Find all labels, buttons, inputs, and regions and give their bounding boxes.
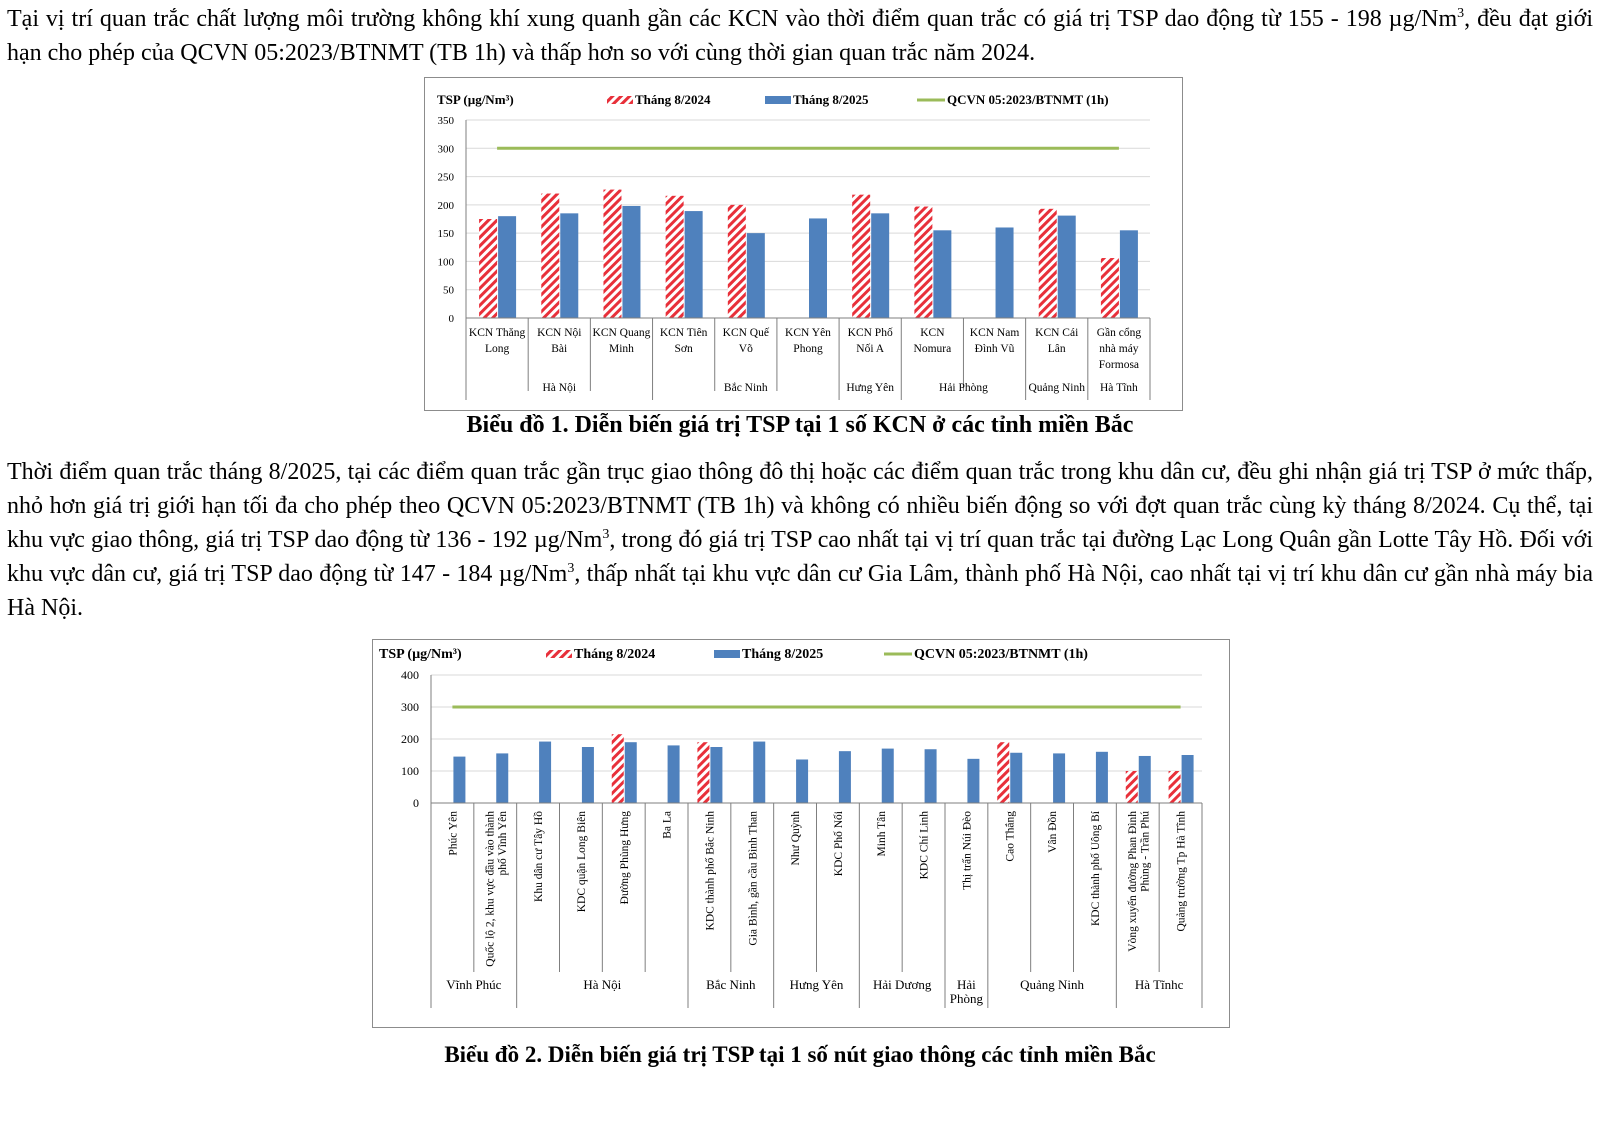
x-category-label-line: Nối A [856, 343, 885, 355]
x-category-label [914, 327, 952, 355]
x-category-label-line: KCN Tiên [659, 327, 708, 339]
chart-tsp-traffic [372, 639, 1230, 1028]
x-category-label-line: Ba La [661, 811, 674, 839]
bar-aug-2025 [871, 213, 889, 318]
y-axis-title: TSP (µg/Nm³) [437, 92, 514, 107]
x-category-label-line: Sơn [674, 343, 693, 355]
bar-aug-2025 [539, 742, 551, 803]
x-group-label: Bắc Ninh [706, 977, 756, 992]
x-category-label-line: KCN Nam [969, 327, 1020, 339]
x-group-label: Bắc Ninh [723, 382, 768, 394]
y-tick-label: 50 [443, 284, 454, 297]
x-category-label-line: KCN Nội [537, 327, 582, 339]
bar-aug-2024 [603, 190, 621, 318]
paragraph-text: , đều đạt giới hạn cho phép của QCVN 05:2023/BTNMT (TB 1h) và thấp hơn so với cùng thời gian quan trắc năm 2024. [7, 6, 1593, 66]
paragraph-text: , trong đó giá trị TSP cao nhất tại vị trí quan trắc tại đường Lạc Long Quân gần Lotte Tây Hồ. Đối với khu vực dân cư, giá trị TSP dao động từ 147 - 184 µg/Nm [7, 527, 1593, 587]
x-category-label-line: Đường Phùng Hưng [618, 811, 631, 905]
paragraph-text: , thấp nhất tại khu vực dân cư Gia Lâm, thành phố Hà Nội, cao nhất tại vị trí khu dân cư gần nhà máy bia Hà Nội. [7, 561, 1594, 621]
x-category-label-line: KDC Phố Nối [832, 811, 845, 877]
bar-aug-2025 [753, 742, 765, 803]
bar-aug-2025 [453, 757, 465, 803]
bar-aug-2025 [1058, 216, 1076, 318]
bar-aug-2024 [997, 742, 1009, 803]
legend-label: QCVN 05:2023/BTNMT (1h) [914, 647, 1088, 662]
x-category-label [447, 811, 459, 856]
chart-1-caption: Biểu đồ 1. Diễn biến giá trị TSP tại 1 số KCN ở các tỉnh miền Bắc [466, 412, 1134, 438]
bar-aug-2024 [666, 196, 684, 318]
x-category-label-line: Vân Đồn [1047, 811, 1060, 853]
bar-aug-2024 [697, 742, 709, 803]
legend-label: Tháng 8/2024 [574, 647, 656, 662]
bar-aug-2025 [809, 218, 827, 318]
bar-aug-2025 [710, 747, 722, 803]
bar-aug-2024 [1039, 209, 1057, 318]
legend-label: Tháng 8/2025 [793, 92, 869, 107]
x-category-label-line: Phúc Yên [447, 811, 460, 856]
x-category-label-line: Phùng - Trần Phú [1139, 811, 1152, 892]
x-group-label: Quảng Ninh [1028, 382, 1086, 394]
x-group-label: Hà Nội [542, 382, 577, 394]
x-category-label-line: KCN [920, 327, 945, 339]
x-category-label-line: Khu dân cư Tây Hồ [533, 811, 546, 902]
x-category-label [960, 811, 973, 890]
x-category-label [1176, 811, 1188, 932]
bar-aug-2025 [967, 759, 979, 803]
x-category-label-line: Đình Vũ [974, 343, 1015, 355]
y-tick-label: 400 [401, 668, 419, 682]
x-category-label [593, 327, 651, 355]
bar-aug-2025 [796, 759, 808, 803]
bar-aug-2024 [852, 195, 870, 318]
legend-label: Tháng 8/2025 [742, 647, 824, 662]
x-group-label-line: Phòng [949, 991, 984, 1006]
y-tick-label: 100 [401, 764, 419, 778]
x-category-label-line: Quốc lộ 2, khu vực đầu vào thành [484, 811, 497, 967]
bar-aug-2024 [728, 205, 746, 318]
x-category-label-line: KCN Quang [592, 327, 651, 339]
x-category-label-line: Võ [738, 343, 753, 355]
x-category-label [746, 811, 759, 946]
x-group-label: Hà Nội [583, 977, 622, 992]
bar-aug-2024 [541, 194, 559, 318]
x-category-label-line: KCN Yên [785, 327, 831, 339]
bar-aug-2025 [625, 742, 637, 803]
bar-aug-2025 [1053, 753, 1065, 803]
x-category-label [1097, 326, 1142, 371]
x-category-label-line: Phong [793, 343, 823, 355]
x-category-label [1003, 811, 1016, 862]
x-category-label-line: Bài [551, 343, 568, 355]
chart-svg [425, 78, 1182, 410]
bar-aug-2025 [882, 749, 894, 803]
y-tick-label: 250 [437, 171, 454, 184]
x-category-label-line: Lân [1047, 343, 1066, 355]
paragraph-text: Tại vị trí quan trắc chất lượng môi trường không khí xung quanh gần các KCN vào thời điểm quan trắc có giá trị TSP dao động từ 155 - 198 µg/Nm [7, 6, 1458, 32]
paragraph-text: Thời điểm quan trắc tháng 8/2025, tại các điểm quan trắc gần trục giao thông đô thị hoặc các điểm quan trắc trong khu dân cư, đều ghi nhận giá trị TSP ở mức thấp, nhỏ hơn giá trị giới hạn tối đa cho phép theo QCVN 05:2023/BTNMT (TB 1h) và không có nhiều biến động so với đợt quan trắc cùng kỳ tháng 8/2024. Cụ thể, tại khu vực giao thông, giá trị TSP dao động từ 136 - 192 µg/Nm [7, 459, 1593, 553]
bar-aug-2025 [498, 216, 516, 318]
x-category-label-line: Quảng trường Tp Hà Tĩnh [1175, 811, 1188, 932]
x-category-label [876, 811, 888, 857]
x-group-label-line: Hải [957, 977, 976, 992]
bar-aug-2025 [1120, 230, 1138, 318]
bar-aug-2024 [1126, 771, 1138, 803]
x-category-label [660, 327, 708, 355]
bar-aug-2025 [1096, 752, 1108, 803]
x-category-label [1046, 811, 1059, 853]
bar-aug-2024 [1169, 771, 1181, 803]
x-category-label-line: Thị trấn Núi Đèo [961, 811, 974, 890]
y-tick-label: 0 [448, 313, 454, 325]
x-category-label-line: Gần cổng [1096, 327, 1142, 339]
paragraph-kcn-summary [7, 2, 1593, 70]
x-category-label-line: Long [484, 343, 510, 355]
x-category-label [723, 326, 770, 355]
superscript: 3 [602, 527, 610, 542]
x-category-label-line: Gia Bình, gần cầu Bình Than [747, 811, 760, 946]
superscript: 3 [1457, 6, 1465, 21]
bar-aug-2025 [582, 747, 594, 803]
x-category-label-line: KDC Chí Linh [918, 811, 931, 880]
y-axis-title: TSP (µg/Nm³) [379, 647, 462, 662]
x-group-label: Quảng Ninh [1020, 977, 1085, 992]
x-category-label [970, 327, 1020, 355]
x-group-label: Hưng Yên [846, 382, 895, 394]
chart-svg [373, 640, 1229, 1027]
x-category-label [537, 327, 581, 355]
x-category-label [848, 326, 893, 355]
x-group-label: Hải Dương [872, 977, 932, 992]
x-category-label-line: KDC quận Long Biên [575, 811, 588, 913]
y-tick-label: 150 [437, 228, 454, 241]
y-tick-label: 0 [413, 796, 419, 810]
legend-label: Tháng 8/2024 [635, 92, 711, 107]
x-category-label [703, 811, 716, 931]
x-category-label-line: nhà máy [1099, 343, 1139, 355]
legend-swatch-aug-2025 [765, 96, 791, 104]
x-group-label: Hải Phòng [939, 382, 988, 394]
legend-label: QCVN 05:2023/BTNMT (1h) [947, 92, 1109, 107]
bar-aug-2025 [560, 213, 578, 318]
x-category-label-line: KCN Thăng [468, 327, 526, 339]
bar-aug-2025 [668, 745, 680, 803]
x-group-label: Hưng Yên [789, 977, 844, 992]
bar-aug-2025 [1139, 756, 1151, 803]
x-category-label [532, 811, 545, 902]
x-category-label-line: KCN Cái [1035, 327, 1079, 339]
x-category-label-line: KDC thành phố Uông Bí [1089, 811, 1102, 926]
legend-swatch-aug-2024 [546, 650, 572, 658]
bar-aug-2024 [612, 734, 624, 803]
x-category-label [1035, 327, 1078, 355]
x-category-label-line: KCN Quế [722, 327, 769, 339]
x-category-label [576, 811, 588, 913]
x-category-label-line: Minh Tân [875, 811, 888, 857]
x-category-label-line: KDC thành phố Bắc Ninh [704, 811, 717, 931]
x-category-label [785, 327, 831, 355]
x-category-label-line: phố Vĩnh Yên [496, 811, 509, 876]
y-tick-label: 350 [437, 115, 454, 127]
x-category-label [1089, 810, 1102, 926]
x-group-label: Hà Tĩnh [1100, 382, 1138, 394]
legend-swatch-aug-2024 [607, 96, 633, 104]
bar-aug-2025 [496, 753, 508, 803]
x-category-label-line: Vòng xuyến đường Phan Đình [1126, 811, 1139, 952]
x-category-label [1126, 811, 1152, 952]
x-group-label [950, 977, 984, 1006]
bar-aug-2025 [622, 206, 640, 318]
x-category-label [469, 327, 526, 355]
bar-aug-2025 [996, 227, 1014, 318]
x-category-label-line: Như Quỳnh [790, 811, 803, 866]
x-category-label-line: Minh [608, 343, 634, 355]
bar-aug-2025 [685, 211, 703, 318]
chart-tsp-kcn [424, 77, 1183, 411]
y-tick-label: 200 [401, 732, 419, 746]
x-group-label: Hà Tĩnhc [1134, 977, 1184, 992]
x-category-label-line: Nomura [913, 343, 952, 355]
legend-swatch-aug-2025 [714, 650, 740, 658]
x-group-label: Vĩnh Phúc [446, 977, 502, 992]
bar-aug-2025 [839, 751, 851, 803]
y-tick-label: 300 [401, 700, 419, 714]
bar-aug-2025 [1182, 755, 1194, 803]
bar-aug-2024 [479, 219, 497, 318]
bar-aug-2025 [1010, 753, 1022, 803]
x-category-label-line: Formosa [1098, 359, 1140, 371]
x-category-label [919, 811, 931, 880]
bar-aug-2025 [925, 749, 937, 803]
x-category-label-line: Cao Thắng [1004, 811, 1017, 862]
x-category-label [790, 811, 802, 866]
bar-aug-2024 [1101, 258, 1119, 318]
bar-aug-2024 [914, 207, 932, 318]
x-category-label [832, 811, 845, 876]
x-category-label-line: KCN Phố [847, 327, 893, 339]
bar-aug-2025 [933, 230, 951, 318]
x-category-label [619, 811, 631, 905]
chart-2-caption: Biểu đồ 2. Diễn biến giá trị TSP tại 1 số nút giao thông các tỉnh miền Bắc [444, 1042, 1156, 1067]
y-tick-label: 300 [437, 143, 454, 156]
x-category-label [662, 811, 674, 839]
bar-aug-2025 [747, 233, 765, 318]
paragraph-traffic-summary [7, 455, 1593, 625]
x-category-label [483, 811, 509, 967]
y-tick-label: 200 [437, 199, 454, 212]
y-tick-label: 100 [437, 256, 454, 269]
superscript: 3 [567, 561, 575, 576]
